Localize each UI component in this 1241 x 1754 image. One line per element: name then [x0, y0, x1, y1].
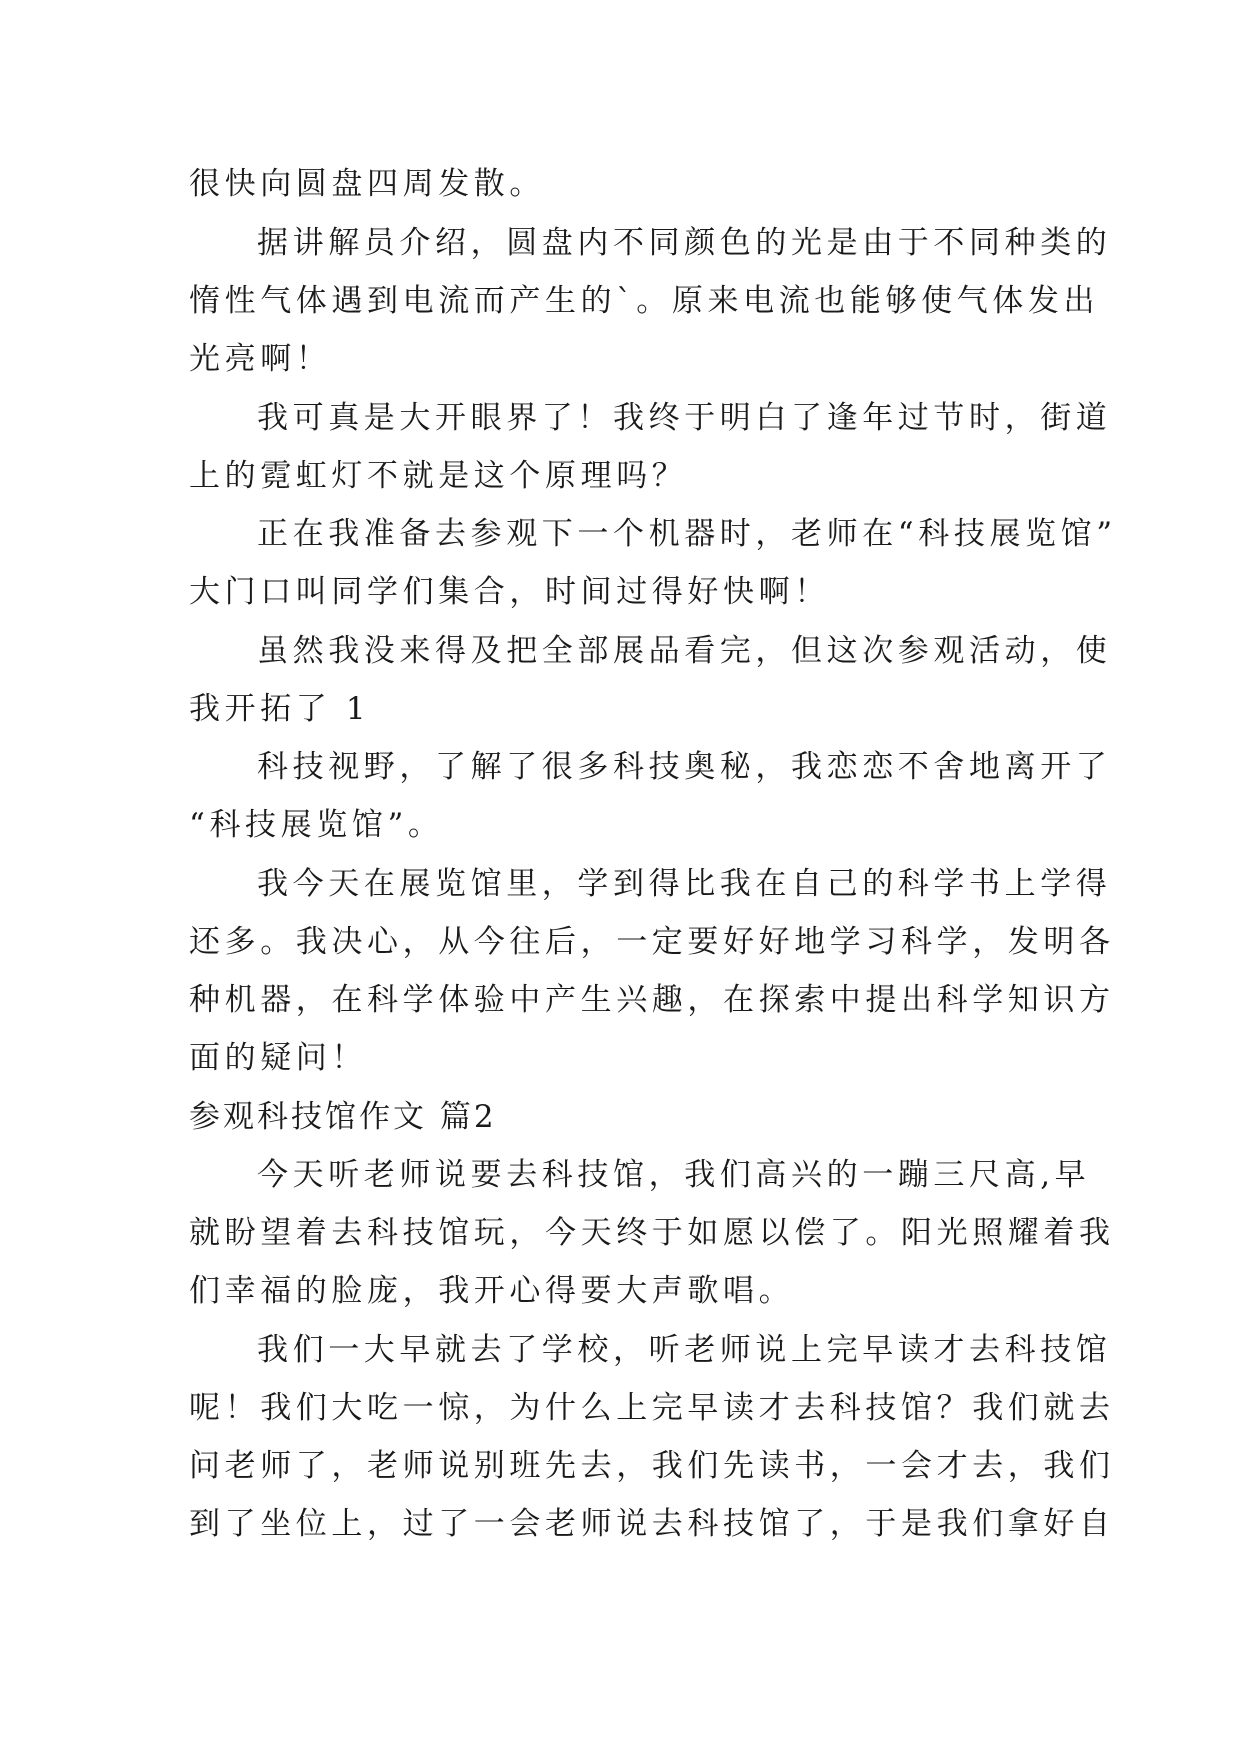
text-line: “科技展览馆”。	[189, 807, 444, 843]
text-line: 大门口叫同学们集合，时间过得好快啊！	[189, 574, 830, 610]
text-line: 面的疑问！	[189, 1040, 367, 1076]
text-line: 就盼望着去科技馆玩，今天终于如愿以偿了。阳光照耀着我	[189, 1215, 1115, 1251]
text-line: 还多。我决心，从今往后，一定要好好地学习科学，发明各	[189, 924, 1115, 960]
paragraph-line: 今天听老师说要去科技馆，我们高兴的一蹦三尺高,早	[257, 1157, 1091, 1193]
text-line: 光亮啊！	[189, 341, 332, 377]
paragraph-line: 科技视野，了解了很多科技奥秘，我恋恋不舍地离开了	[257, 749, 1112, 785]
text-line: 我开拓了 1	[189, 691, 371, 727]
paragraph-line: 我今天在展览馆里，学到得比我在自己的科学书上学得	[257, 866, 1112, 902]
text-line: 们幸福的脸庞，我开心得要大声歌唱。	[189, 1273, 795, 1309]
paragraph-line: 据讲解员介绍，圆盘内不同颜色的光是由于不同种类的	[257, 225, 1112, 261]
text-line: 到了坐位上，过了一会老师说去科技馆了，于是我们拿好自	[189, 1506, 1115, 1542]
paragraph-line: 正在我准备去参观下一个机器时，老师在“科技展览馆”	[257, 516, 1117, 552]
text-line: 很快向圆盘四周发散。	[189, 166, 545, 202]
text-line: 呢！我们大吃一惊，为什么上完早读才去科技馆？我们就去	[189, 1390, 1115, 1426]
text-line: 问老师了，老师说别班先去，我们先读书，一会才去，我们	[189, 1448, 1115, 1484]
paragraph-line: 我们一大早就去了学校，听老师说上完早读才去科技馆	[257, 1332, 1112, 1368]
text-line: 上的霓虹灯不就是这个原理吗？	[189, 458, 688, 494]
text-line: 惰性气体遇到电流而产生的`。原来电流也能够使气体发出	[189, 283, 1100, 319]
text-line: 种机器，在科学体验中产生兴趣，在探索中提出科学知识方	[189, 982, 1115, 1018]
section-heading: 参观科技馆作文 篇2	[189, 1099, 497, 1135]
paragraph-line: 虽然我没来得及把全部展品看完，但这次参观活动，使	[257, 633, 1112, 669]
paragraph-line: 我可真是大开眼界了！我终于明白了逢年过节时，街道	[257, 400, 1112, 436]
